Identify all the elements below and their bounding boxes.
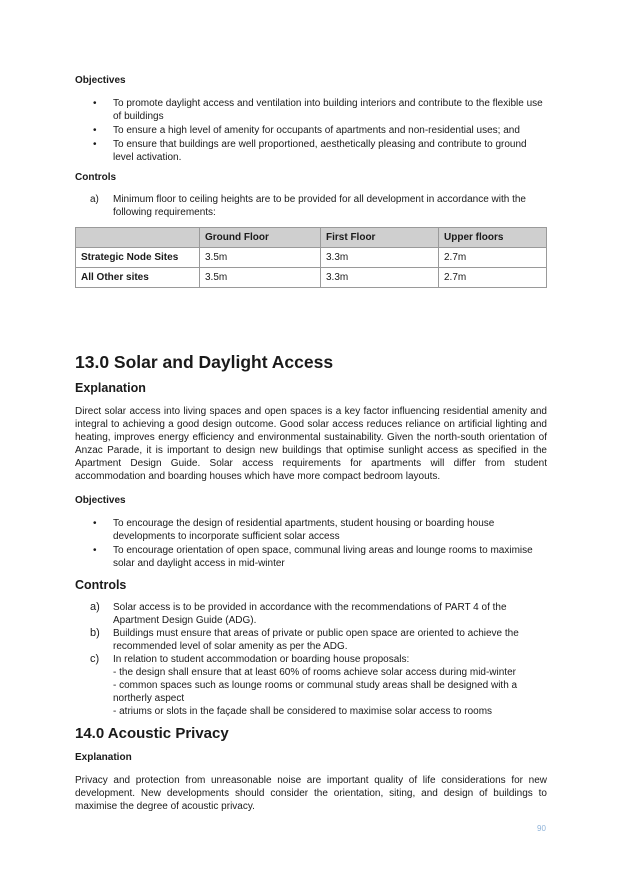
list-item: b) Buildings must ensure that areas of private or public open space are oriented to achieve the recommended level of solar amenity as per the ADG. bbox=[90, 627, 519, 652]
table-header: Upper floors bbox=[439, 228, 547, 248]
floor-height-table bbox=[75, 227, 547, 288]
explanation-text: Direct solar access into living spaces and open spaces is a key factor influencing residential amenity and integral to achieving a good design outcome. Good solar access reduces reliance on artificial lighting and heating, improves energy efficiency and environmental sustainability. Given the north-south orientation of Anzac Parade, it is important to design new buildings that optimise sunlight access as specified in the Apartment Design Guide. Solar access requirements for apartments will differ from student accommodation and boarding houses which have more compact bedroom layouts. bbox=[75, 406, 547, 482]
list-item: a) Solar access is to be provided in accordance with the recommendations of PART 4 of the Apartment Design Guide (ADG). bbox=[90, 601, 507, 626]
list-item: • To ensure a high level of amenity for occupants of apartments and non-residential uses; and bbox=[93, 125, 520, 136]
controls-heading: Controls bbox=[75, 172, 117, 183]
table-cell: 3.5m bbox=[200, 268, 321, 288]
controls-list bbox=[75, 193, 547, 219]
page-number: 90 bbox=[537, 824, 546, 833]
table-header bbox=[76, 228, 200, 248]
controls-heading: Controls bbox=[75, 578, 127, 592]
table-row bbox=[76, 248, 547, 268]
list-item: • To encourage orientation of open space, communal living areas and lounge rooms to maximise solar and daylight access in mid-winter bbox=[93, 545, 533, 569]
explanation-text: Privacy and protection from unreasonable noise are important quality of life considerations for new development. New developments should consider the orientation, siting, and design of buildings to maximise the degree of acoustic privacy. bbox=[75, 775, 547, 812]
section-title: 13.0 Solar and Daylight Access bbox=[75, 352, 334, 372]
list-item: c) In relation to student accommodation or boarding house proposals: - the design shall ensure that at least 60% of rooms achieve solar access during mid-winter - common spaces such as lounge rooms or communal study areas shall be designed with a northerly aspect - atriums or slots in the façade shall be considered to maximise solar access to rooms bbox=[90, 653, 518, 717]
table-row bbox=[76, 268, 547, 288]
explanation-heading: Explanation bbox=[75, 752, 132, 763]
table-header: Ground Floor bbox=[200, 228, 321, 248]
table-header: First Floor bbox=[321, 228, 439, 248]
table-cell: 3.3m bbox=[321, 248, 439, 268]
objectives-heading: Objectives bbox=[75, 495, 126, 506]
table-cell: 2.7m bbox=[439, 268, 547, 288]
table-header-row bbox=[76, 228, 547, 248]
table-cell: 3.5m bbox=[200, 248, 321, 268]
list-item: • To promote daylight access and ventilation into building interiors and contribute to the flexible use of buildings bbox=[93, 98, 543, 122]
list-item: • To encourage the design of residential apartments, student housing or boarding house developments to incorporate sufficient solar access bbox=[93, 518, 495, 542]
table-cell: Strategic Node Sites bbox=[76, 248, 200, 268]
explanation-heading: Explanation bbox=[75, 381, 146, 395]
table-cell: 3.3m bbox=[321, 268, 439, 288]
table-cell: All Other sites bbox=[76, 268, 200, 288]
list-item: a) Minimum floor to ceiling heights are to be provided for all development in accordance with the following requirements: bbox=[90, 194, 526, 218]
objectives-list bbox=[75, 517, 547, 571]
objectives-heading: Objectives bbox=[75, 75, 126, 86]
section-title: 14.0 Acoustic Privacy bbox=[75, 725, 229, 742]
objectives-list bbox=[75, 97, 547, 165]
table-cell: 2.7m bbox=[439, 248, 547, 268]
controls-list bbox=[75, 601, 547, 718]
list-item: • To ensure that buildings are well proportioned, aesthetically pleasing and contribute to ground level activation. bbox=[93, 139, 527, 163]
